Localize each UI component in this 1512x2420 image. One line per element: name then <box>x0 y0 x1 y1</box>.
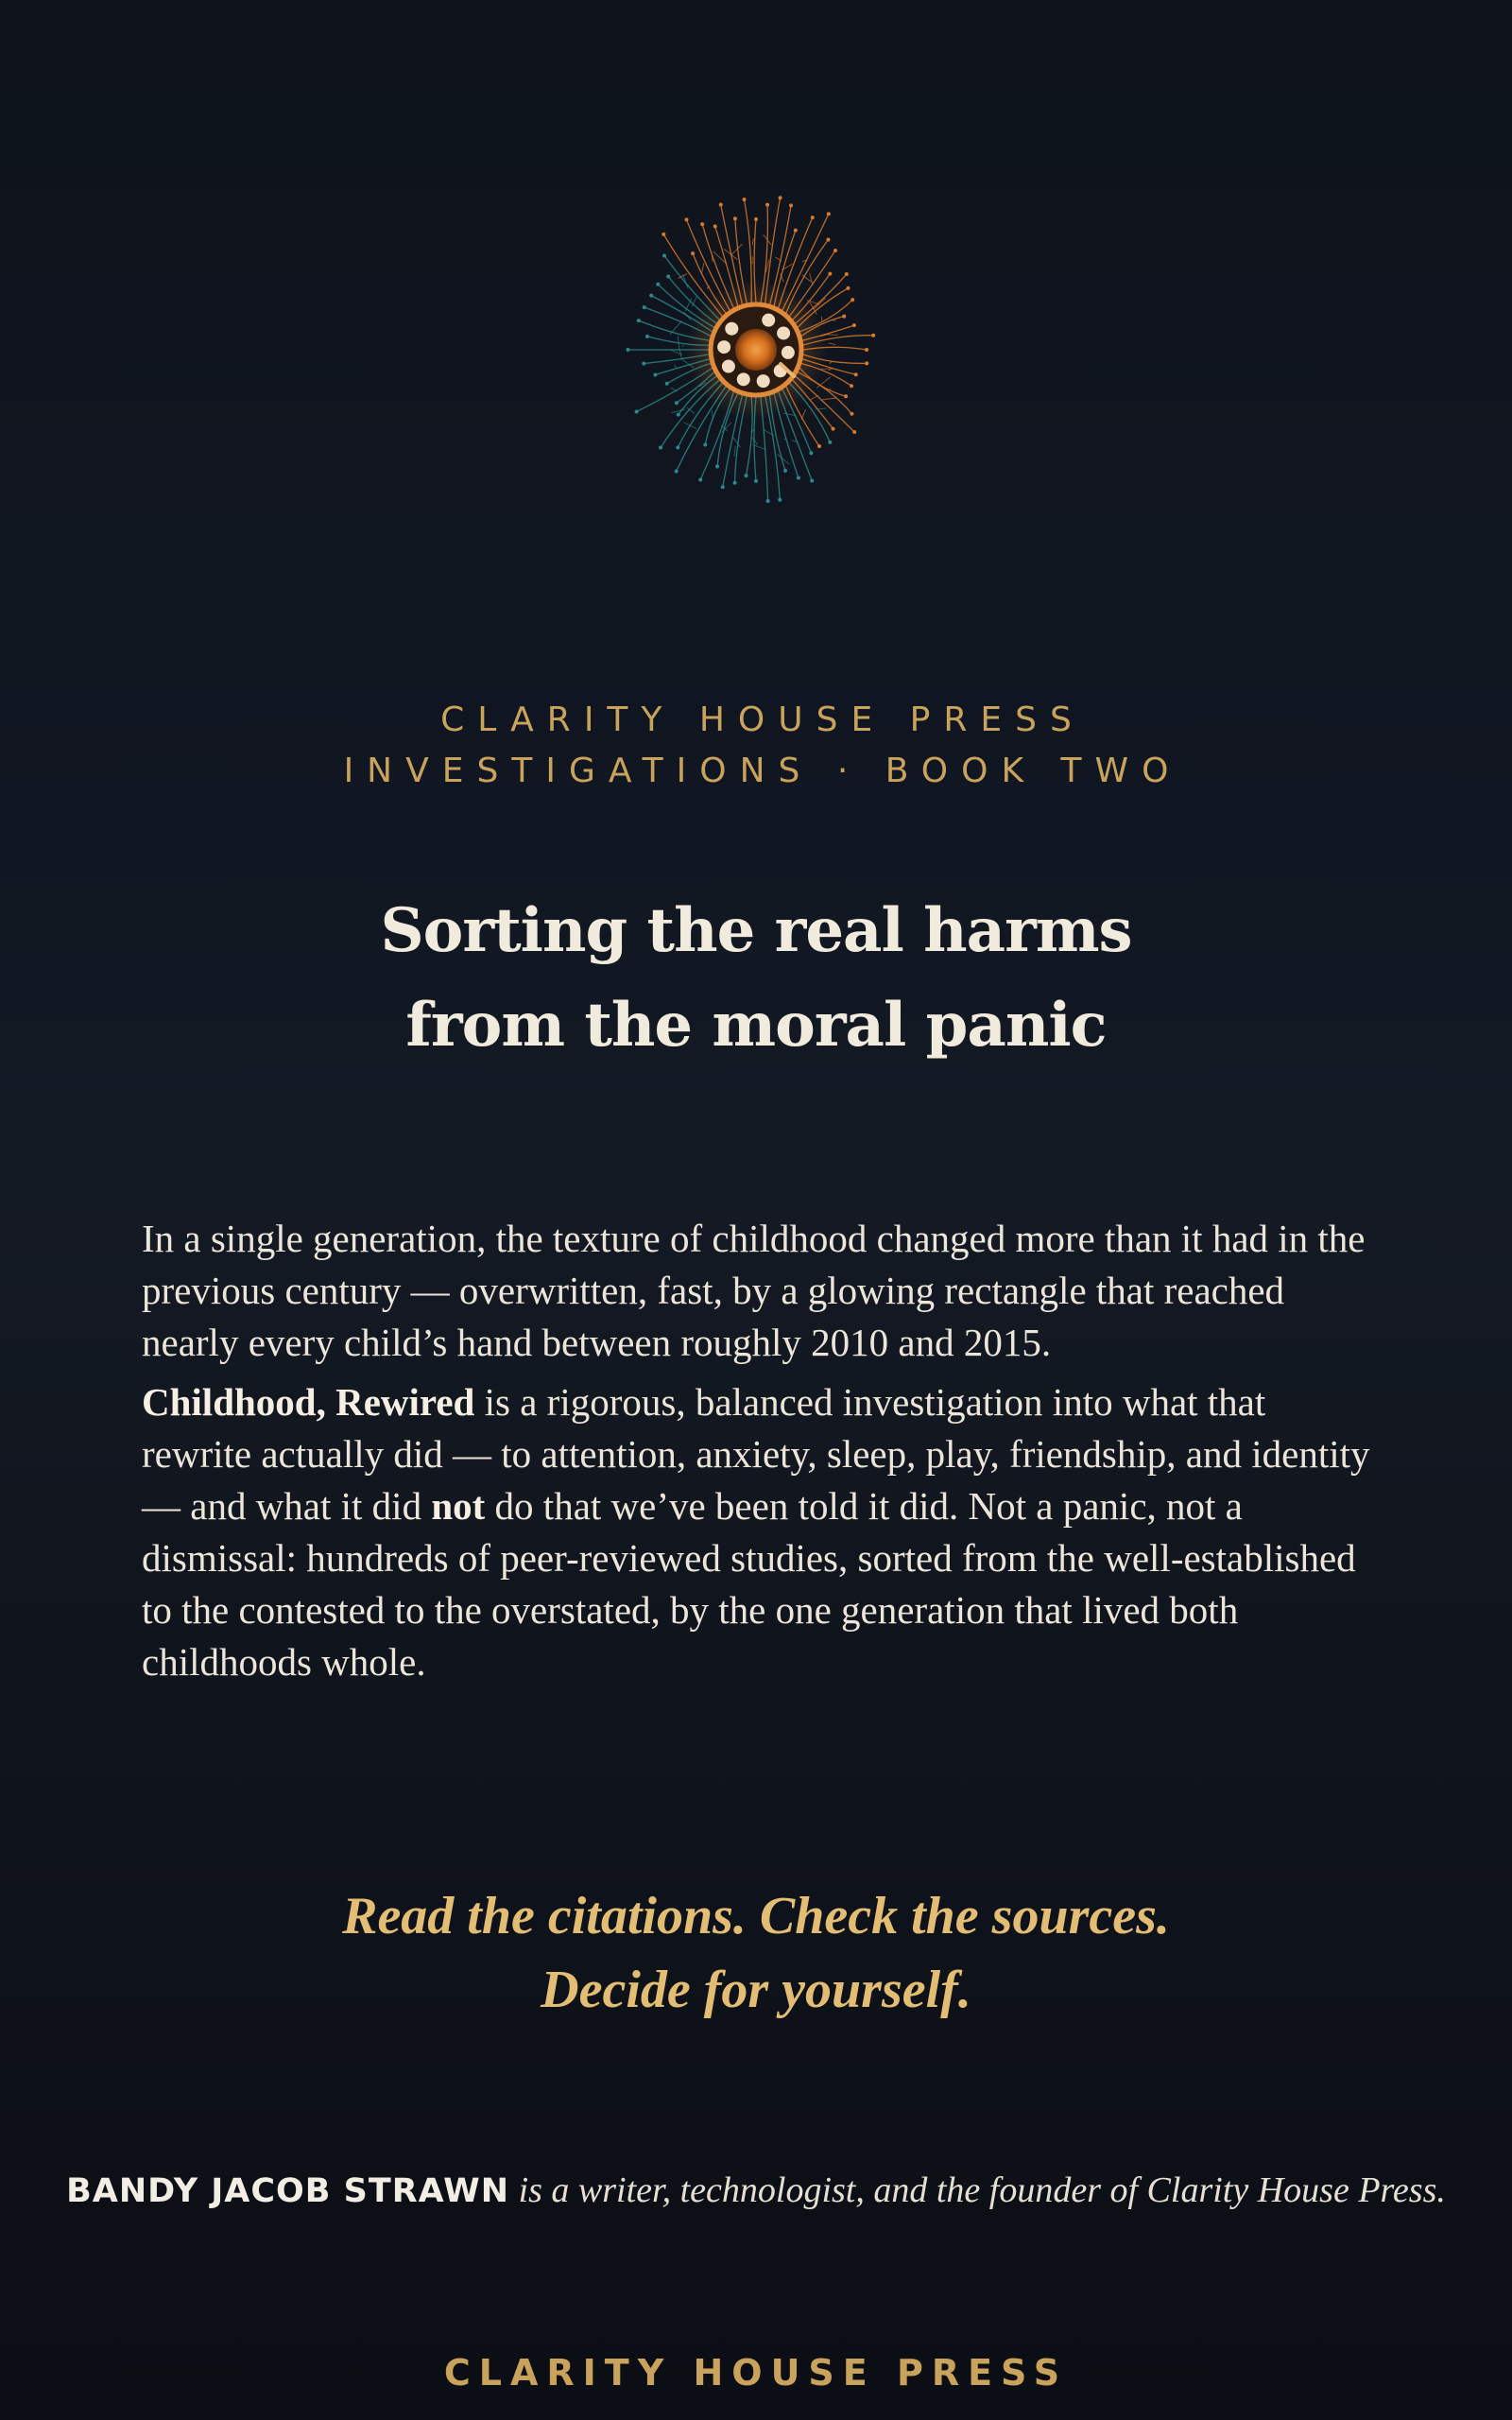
publisher-footer: CLARITY HOUSE PRESS <box>443 2352 1069 2394</box>
blurb-text-b: do that we’ve been told it did. Not a panic, not a dismissal: hundreds of peer-reviewed studies, sorted from the well-established to the contested to the overstated, by the one generation that lived both childhoods whole. <box>142 1484 1356 1684</box>
blurb-emphasis: not <box>431 1484 486 1528</box>
series-line-volume: INVESTIGATIONS · BOOK TWO <box>343 752 1182 790</box>
author-bio <box>0 2165 1512 2216</box>
book-title: Childhood, Rewired <box>142 1380 475 1424</box>
headline <box>0 884 1512 1073</box>
author-name: BANDY JACOB STRAWN <box>66 2172 510 2210</box>
tagline-line-2: Decide for yourself. <box>541 1961 971 2019</box>
headline-line-2: from the moral panic <box>405 990 1107 1061</box>
series-line-publisher: CLARITY HOUSE PRESS <box>440 700 1085 739</box>
author-description: is a writer, technologist, and the founder of Clarity House Press. <box>509 2170 1446 2210</box>
tagline <box>0 1879 1512 2027</box>
blurb <box>142 1213 1380 1696</box>
series-label <box>0 695 1512 797</box>
blurb-paragraph-1: In a single generation, the texture of childhood changed more than it had in the previous century — overwritten, fast, by a glowing rectangle that reached nearly every child’s hand between roughly 2010 and 2015. <box>142 1217 1366 1364</box>
tagline-line-1: Read the citations. Check the sources. <box>342 1887 1170 1945</box>
rotary-phone-neural-burst-icon <box>614 170 898 529</box>
headline-line-1: Sorting the real harms <box>380 895 1132 966</box>
blurb-paragraph-2 <box>142 1376 1380 1688</box>
blurb-text-a: is a rigorous, balanced investigation into what that rewrite actually did — to attention, anxiety, sleep, play, friendship, and identity — and what it did <box>142 1380 1370 1528</box>
